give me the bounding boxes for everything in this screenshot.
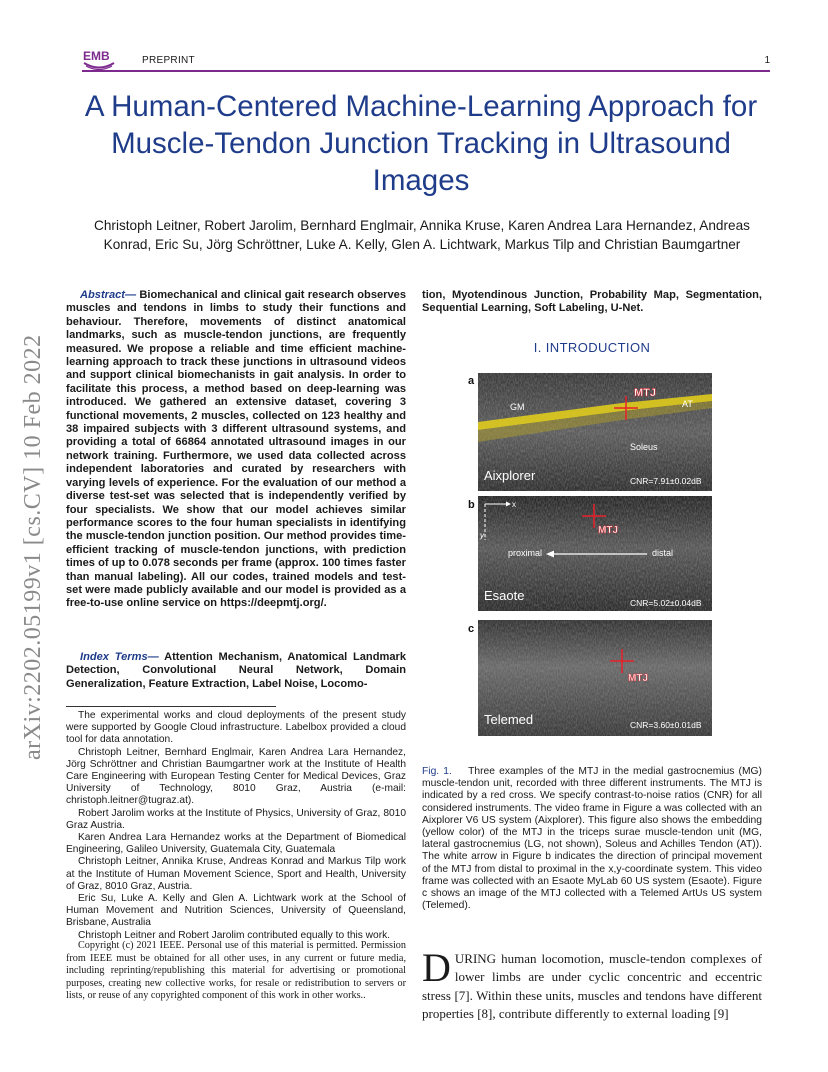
header-rule bbox=[82, 70, 770, 72]
panel-b-label: proximal bbox=[508, 548, 543, 558]
figure-caption-text: Three examples of the MTJ in the medial gastrocnemius (MG) muscle-tendon unit, recorded with three different instruments. The MTJ is indicated by a red cross. We specify contrast-to-noise ratios (CNR) for all considered instruments. The video frame in Figure a was collected with an Aixplorer V6 US system (Aixplorer). This figure also shows the embedding (yellow color) of the MTJ in the triceps surae muscle-tendon unit (MG, lateral gastrocnemius (LG, not shown), Soleus and Achilles Tendon (AT)). The white arrow in Figure b indicates the direction of principal movement of the MTJ from distal to proximal in the x,y-coordinate system. This video frame was collected with an Esaote MyLab 60 US system (Esaote). Figure c shows an image of the MTJ collected with a Telemed ArtUs US system (Telemed). bbox=[422, 766, 762, 912]
panel-b-label: x bbox=[512, 500, 516, 509]
panel-a-label: Soleus bbox=[630, 442, 658, 452]
paper-authors: Christoph Leitner, Robert Jarolim, Bernhard Englmair, Annika Kruse, Karen Andrea Lara Hernandez, Andreas Konrad, Eric Su, Jörg Schröttner, Luke A. Kelly, Glen A. Lichtwark, Markus Tilp and Christian Baumgartner bbox=[94, 218, 750, 252]
panel-b-label: distal bbox=[652, 548, 674, 558]
panel-b-letter: b bbox=[468, 499, 475, 511]
footnote: Christoph Leitner, Bernhard Englmair, Karen Andrea Lara Hernandez, Jörg Schröttner and Christian Baumgartner work at the Institute of Health Care Engineering with European Testing Center for Medical Devices, Graz University of Technology, 8010 Graz, Austria (e-mail: christoph.leitner@tugraz.at). bbox=[66, 746, 406, 807]
footnote: Christoph Leitner and Robert Jarolim contributed equally to this work. bbox=[78, 929, 391, 941]
panel-a-cnr: CNR=7.91±0.02dB bbox=[630, 476, 702, 486]
footnote: Robert Jarolim works at the Institute of Physics, University of Graz, 8010 Graz Austria. bbox=[66, 807, 406, 831]
introduction-text bbox=[422, 945, 762, 1023]
section-heading: I. INTRODUCTION bbox=[533, 340, 651, 355]
panel-a-system: Aixplorer bbox=[484, 468, 536, 483]
page-number: 1 bbox=[764, 55, 770, 66]
panel-a-letter: a bbox=[468, 375, 475, 387]
arxiv-stamp bbox=[20, 290, 46, 760]
emb-logo-text: EMB bbox=[83, 49, 110, 63]
panel-c-letter: c bbox=[468, 623, 475, 635]
panel-b-mtj: MTJ bbox=[598, 525, 618, 536]
arxiv-stamp-text: arXiv:2202.05199v1 [cs.CV] 10 Feb 2022 bbox=[20, 334, 46, 760]
drop-cap: D bbox=[422, 945, 451, 990]
panel-b-system: Esaote bbox=[484, 588, 525, 603]
footnote-rule bbox=[66, 706, 276, 707]
panel-c-cnr: CNR=3.60±0.01dB bbox=[630, 720, 702, 730]
footnote: Christoph Leitner, Annika Kruse, Andreas Konrad and Markus Tilp work at the Institute of Human Movement Science, Sport and Health, University of Graz, 8010 Graz, Austria. bbox=[66, 856, 406, 892]
index-terms-text: Attention Mechanism, Anatomical Landmark Detection, Convolutional Neural Network, Domain Generalization, Feature Extraction, Label Noise, Locomo- bbox=[66, 651, 406, 690]
index-terms-label: Index Terms— bbox=[80, 651, 159, 663]
figure-1 bbox=[462, 370, 762, 738]
panel-a-mtj: MTJ bbox=[634, 387, 656, 399]
panel-c-system: Telemed bbox=[484, 712, 534, 727]
panel-b-cnr: CNR=5.02±0.04dB bbox=[630, 598, 702, 608]
abstract bbox=[66, 289, 406, 611]
footnotes bbox=[66, 710, 406, 942]
introduction-body: URING human locomotion, muscle-tendon complexes of lower limbs are under cyclic concentric and eccentric stress [7]. Within these units, muscles and tendons have different properties [8], contribute differently to external loading [9] bbox=[422, 951, 762, 1021]
index-terms-continued: tion, Myotendinous Junction, Probability Map, Segmentation, Sequential Learning, Soft Labeling, U-Net. bbox=[422, 289, 762, 315]
header-label: PREPRINT bbox=[142, 55, 195, 66]
abstract-text: Biomechanical and clinical gait research observes muscles and tendons in limbs to study their functions and behaviour. Therefore, movements of distinct anatomical landmarks, such as muscle-tendon junctions, are frequently measured. We propose a reliable and time efficient machine-learning approach to track these junctions in ultrasound videos and support clinical biomechanists in gait analysis. In order to facilitate this process, a method based on deep-learning was introduced. We gathered an extensive dataset, covering 3 functional movements, 2 muscles, collected on 123 healthy and 38 impaired subjects with 3 different ultrasound systems, and providing a total of 66864 annotated ultrasound images in our network training. Furthermore, we used data collected across independent laboratories and curated by researchers with varying levels of experience. For the evaluation of our method a diverse test-set was selected that is independently verified by four specialists. We show that our model achieves similar performance scores to the four human specialists in identifying the muscle-tendon junction position. Our method provides time-efficient tracking of muscle-tendon junctions, with prediction times of up to 0.078 seconds per frame (approx. 100 times faster than manual labeling). All our codes, trained models and test-set were made publicly available and our model is provided as a free-to-use online service on https://deepmtj.org/. bbox=[66, 289, 406, 610]
panel-a-label: GM bbox=[510, 402, 525, 412]
footnote: Karen Andrea Lara Hernandez works at the Department of Biomedical Engineering, Galileo University, Guatemala City, Guatemala bbox=[66, 832, 406, 856]
footnote: Eric Su, Luke A. Kelly and Glen A. Lichtwark work at the School of Human Movement and Nutrition Sciences, University of Queensland, Brisbane, Australia bbox=[66, 893, 406, 929]
panel-a-label: AT bbox=[682, 399, 693, 409]
panel-b-label: y bbox=[480, 531, 484, 540]
figure-caption bbox=[422, 766, 762, 912]
figure-1-image bbox=[462, 370, 762, 738]
paper-title: A Human-Centered Machine-Learning Approach for Muscle-Tendon Junction Tracking in Ultrasound Images bbox=[84, 90, 758, 197]
footnote: The experimental works and cloud deployments of the present study were supported by Google Cloud infrastructure. Labelbox provided a cloud tool for data annotation. bbox=[66, 710, 406, 746]
emb-logo bbox=[82, 48, 116, 70]
abstract-label: Abstract— bbox=[80, 289, 137, 301]
figure-caption-label: Fig. 1. bbox=[422, 766, 452, 777]
index-terms bbox=[66, 651, 406, 691]
copyright-notice: Copyright (c) 2021 IEEE. Personal use of this material is permitted. Permission from IEEE must be obtained for all other uses, in any current or future media, including reprinting/republishing this material for advertising or promotional purposes, creating new collective works, for resale or redistribution to servers or lists, or reuse of any copyrighted component of this work in other works.. bbox=[66, 940, 406, 1002]
panel-c-mtj: MTJ bbox=[628, 673, 648, 684]
